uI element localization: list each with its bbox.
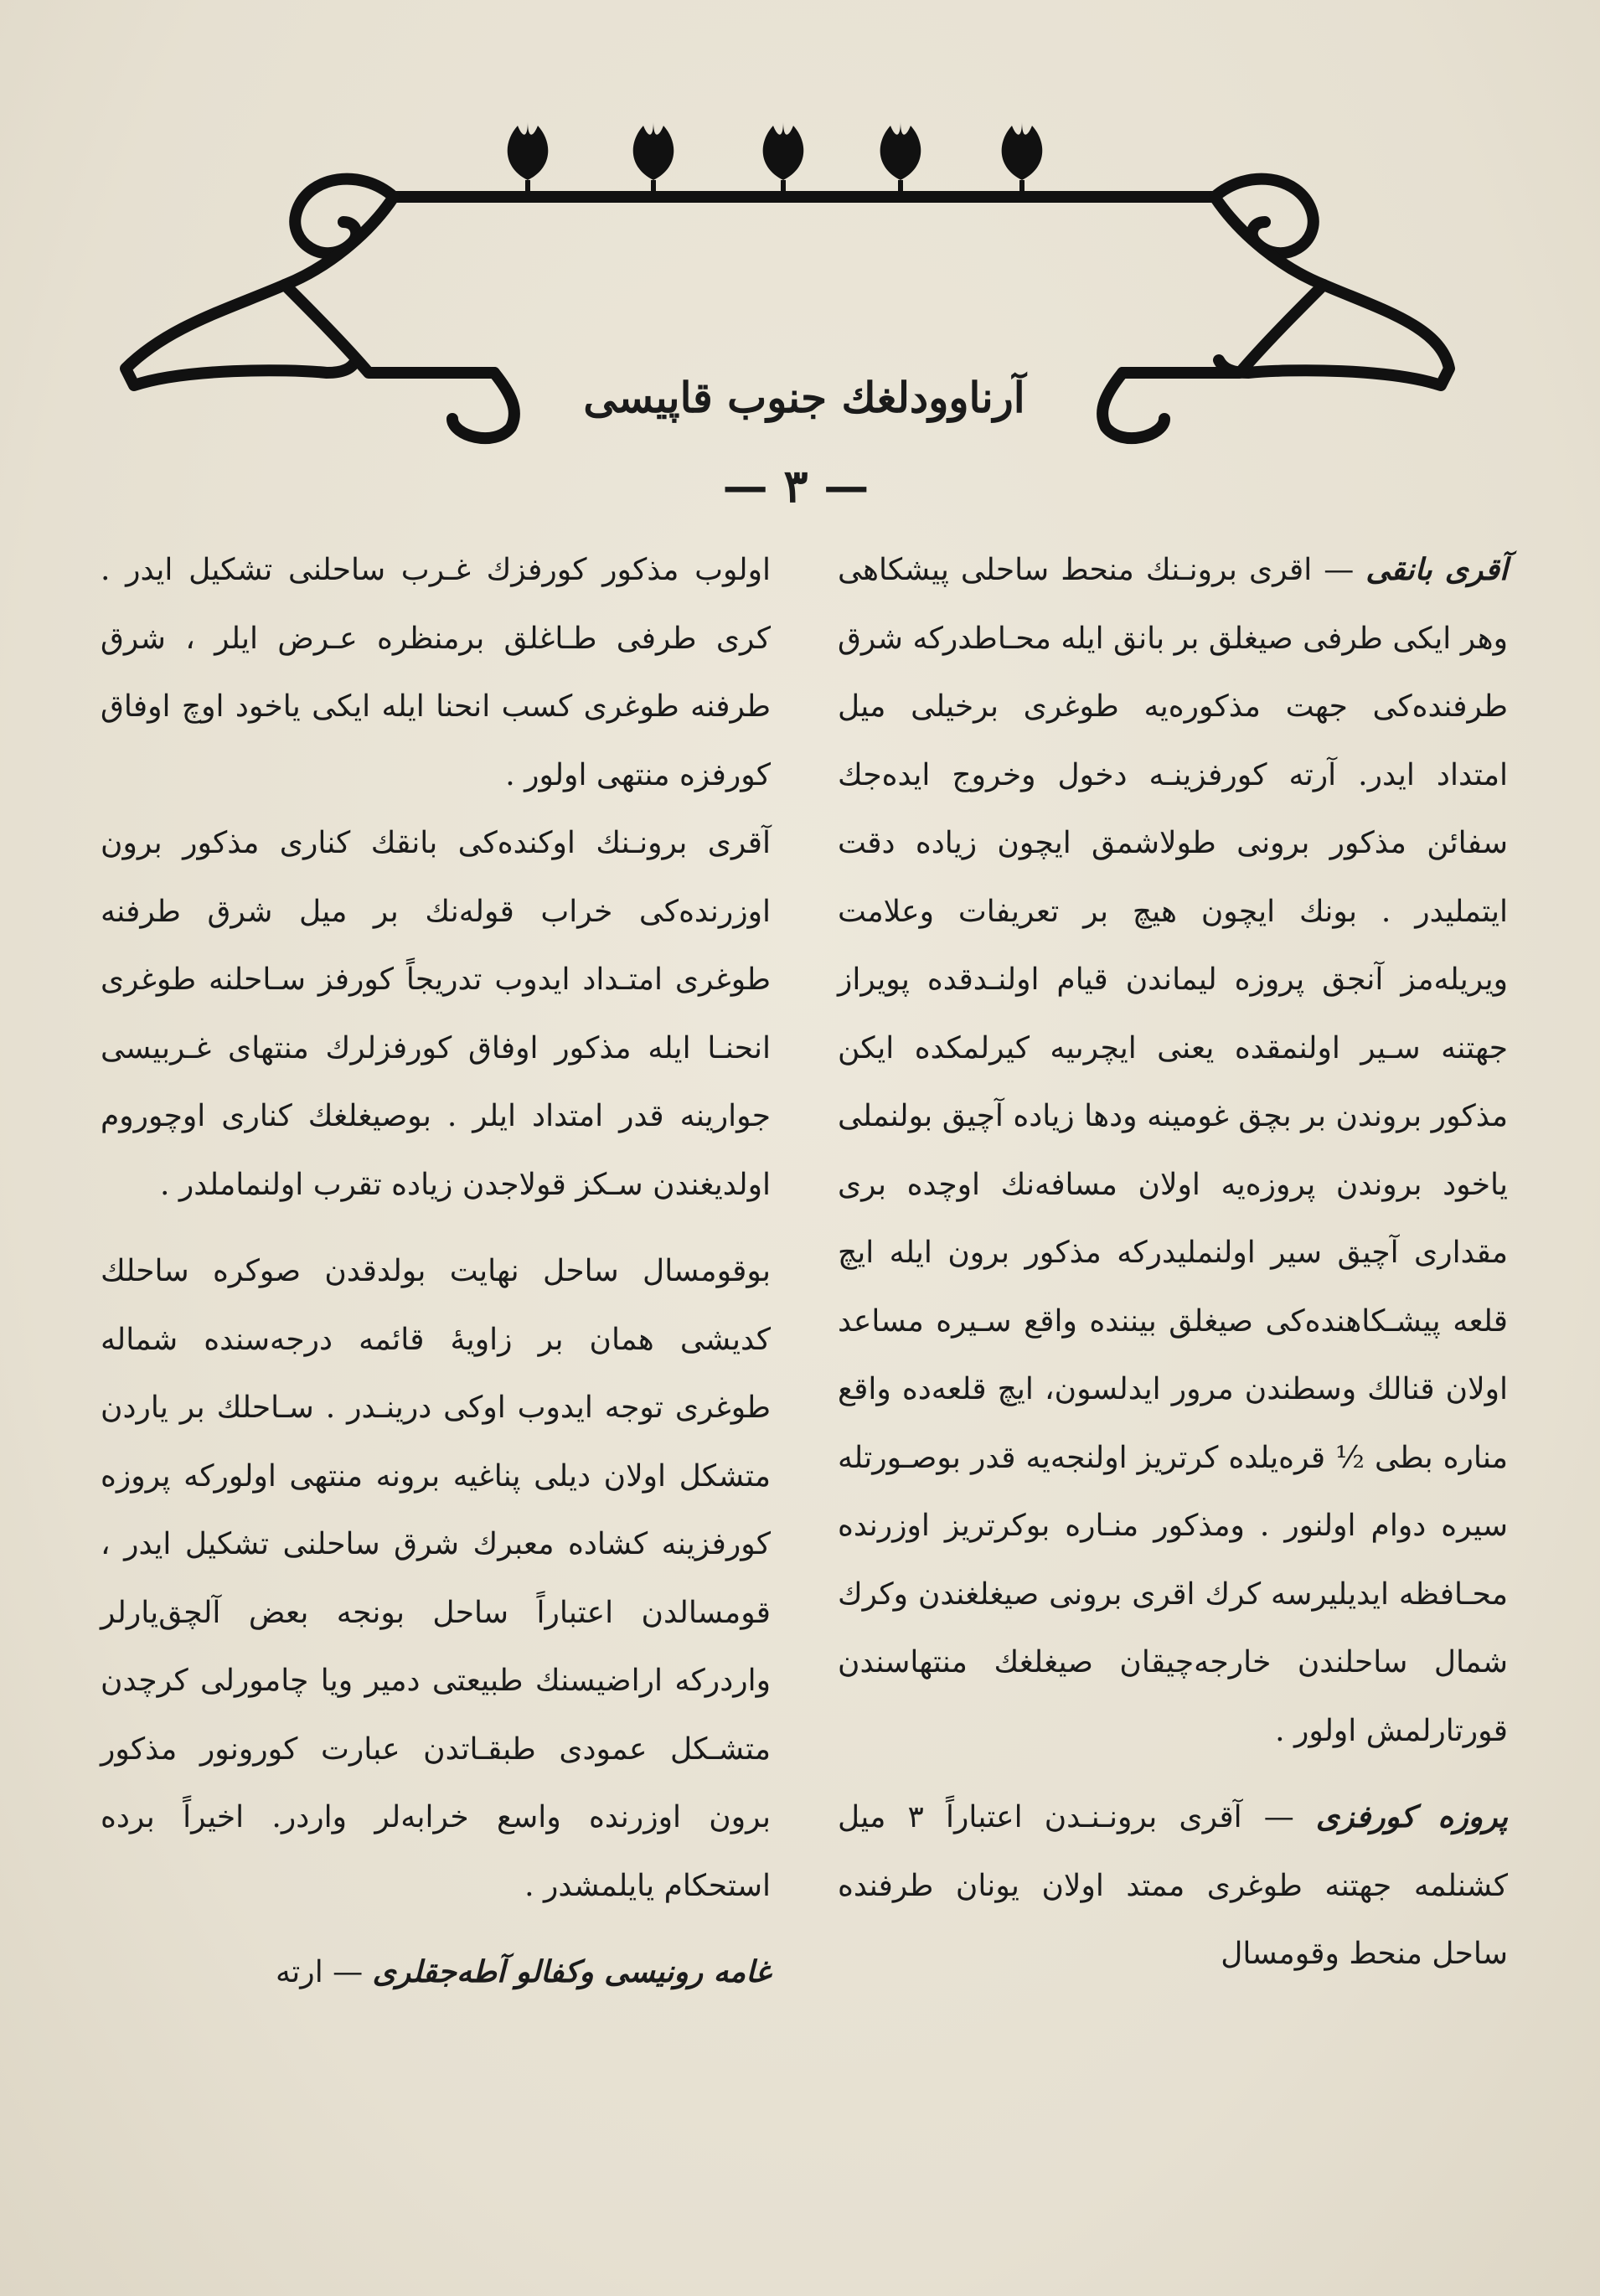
paragraph-left-1: اولوب مذكور كورفزك غـرب ساحلنى تشكيل ايدر . كرى طرفى طـاغلق برمنظره عـرض ايلر ، شرق طرفنه طوغرى كسب انحنا ايله ايكى ياخود اوچ اوفاق كورفزه منتهى اولور . bbox=[101, 553, 771, 792]
paragraph-section1 bbox=[838, 536, 1508, 1765]
footer-continuation: — ارته bbox=[275, 1955, 364, 1989]
page-number: — ٣ — bbox=[722, 459, 870, 513]
left-text-column bbox=[101, 536, 771, 2007]
paragraph-section2 bbox=[838, 1783, 1508, 1989]
footer-section-heading: غامە رونيسى وكفالو آطەجقلرى bbox=[372, 1954, 771, 1989]
section-heading-preveza-gulf: پروزە كورفزى bbox=[1315, 1799, 1509, 1834]
section-text-preveza-gulf: — آقرى برونـنـدن اعتباراً ٣ ميل كشنلمه جهتنه طوغرى ممتد اولان يونان طرفنده ساحل منحط وقومسال bbox=[838, 1800, 1508, 1971]
page-title: آرناوودلغك جنوب قاپيسى bbox=[583, 373, 1025, 422]
paragraph-left-2: آقرى برونـنك اوكندەكى بانقك كنارى مذكور برون اوزرندەكى خراب قولەنك بر ميل شرق طرفنه طوغرى امتـداد ايدوب تدريجاً كورفز سـاحلنه طوغرى انحنـا ايله مذكور اوفاق كورفزلرك منتهاى غـربيسى جوارينه قدر امتداد ايلر . بوصيغلغك كنارى اوچوروم اولديغندن سـكز قولاجدن زيادە تقرب اولنماملدر . bbox=[101, 826, 771, 1202]
paragraph-left-footer bbox=[101, 1938, 771, 2007]
right-text-column bbox=[838, 536, 1508, 1989]
section-heading-akri-bank: آقرى بانقى bbox=[1365, 552, 1508, 587]
paragraph-left-3: بوقومسال ساحل نهايت بولدقدن صوكره ساحلك كديشى همان بر زاويهٔ قائمه درجەسنده شماله طوغرى توجه ايدوب اوكى درينـدر . سـاحلك بر ياردن متشكل اولان ديلى پناغيه برونه منتهى اولوركه پروزە كورفزينه كشاده معبرك شرق ساحلنى تشكيل ايدر ، قومسالدن اعتباراً ساحل بونجه بعض آلچق‌يارلر واردركه اراضيسنك طبيعتى دمير ويا چامورلى كرچدن متشـكل عمودى طبقـاتدن عبارت كورونور مذكور برون اوزرنده واسع خرابەلر واردر. اخيراً برده استحكام يايلمشدر . bbox=[101, 1254, 771, 1903]
section-text-akri-bank: — اقرى برونـنك منحط ساحلى پيشكاهى وهر ايكى طرفى صيغلق بر بانق ايله محـاطدركه شرق طرفندەكى جهت مذكورەيه طوغرى برخيلى ميل امتداد ايدر. آرته كورفزينـه دخول وخروج ايدەجك سفائن مذكور برونى طولاشمق ايچون زيادە دقت ايتمليدر . بونك ايچون هيچ بر تعريفات وعلامت ويريلەمز آنجق پروزە ليماندن قيام اولنـدقده پويراز جهتنه سـير اولنمقده يعنى ايچرىيه كيرلمكدە ايكن مذكور بروندن بر بچق غومينه ودها زيادە آچيق بولنملى ياخود بروندن پروزەيه اولان مسافەنك اوچده برى مقدارى آچيق سير اولنمليدركه مذكور برون ايله ايچ قلعه پيشـكاهندەكى صيغلق بيننده واقع سـيره مساعد اولان قنالك وسطندن مرور ايدلسون، ايچ قلعەده واقع مناره بطى ½ قره‌يلده كرتريز اولنجه‌يه قدر بوصـورتله سيره دوام اولنور . ومذكور منـاره بوكرتريز اوزرنده محـافظه ايديليرسه كرك اقرى برونى صيغلغندن وكرك شمال ساحلندن خارجه‌چيقان صيغلغك منتهاسندن قورتارلمش اولور . bbox=[838, 553, 1508, 1748]
